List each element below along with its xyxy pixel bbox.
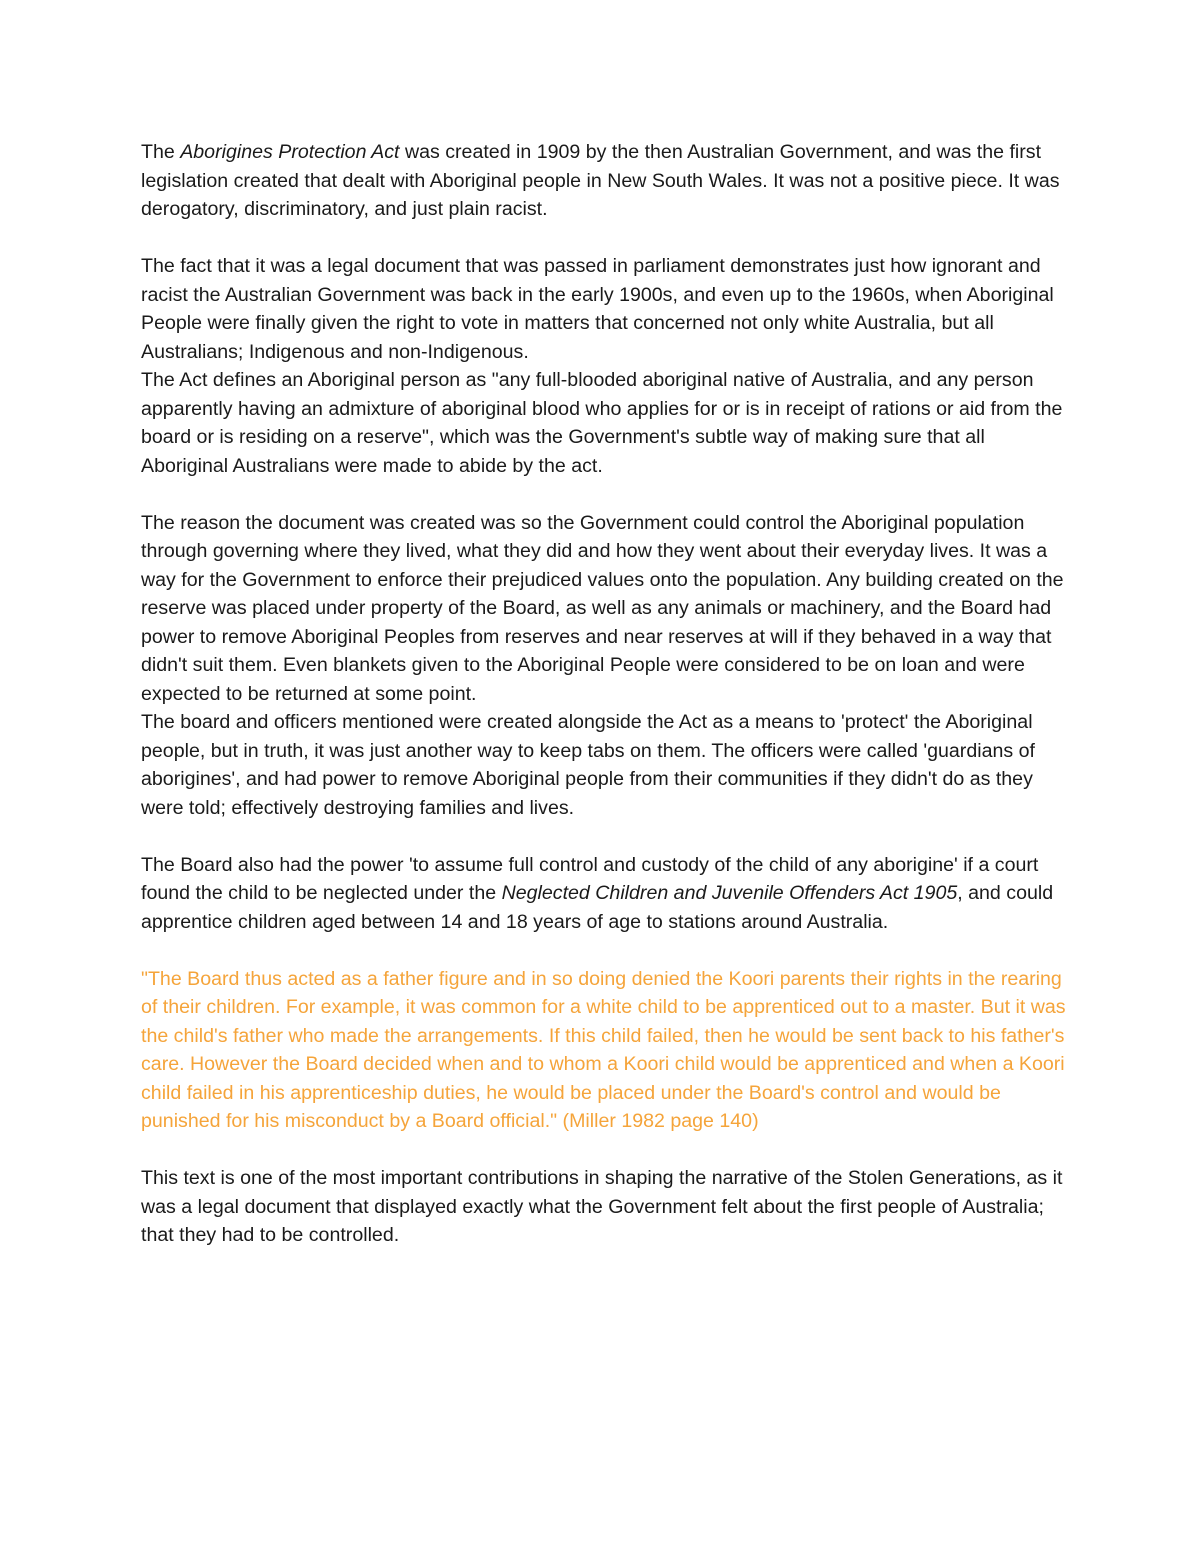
paragraph-intro-lead: The xyxy=(141,141,181,163)
paragraph-gap xyxy=(141,224,1066,253)
neglected-children-act-title: Neglected Children and Juvenile Offenders Act 1905 xyxy=(501,882,958,904)
document-body xyxy=(141,138,1066,1250)
paragraph-intro xyxy=(141,138,1066,224)
paragraph-gap xyxy=(141,1136,1066,1165)
paragraph-reason: The reason the document was created was so the Government could control the Aboriginal population through governing where they lived, what they did and how they went about their everyday lives. It was a way for the Government to enforce their prejudiced values onto the population. Any building created on the reserve was placed under property of the Board, as well as any animals or machinery, and the Board had power to remove Aboriginal Peoples from reserves and near reserves at will if they behaved in a way that didn't suit them. Even blankets given to the Aboriginal People were considered to be on loan and were expected to be returned at some point. xyxy=(141,511,1064,705)
paragraph-definition: The Act defines an Aboriginal person as "any full-blooded aboriginal native of Australia, and any person apparently having an admixture of aboriginal blood who applies for or is in receipt of rations or aid from the board or is residing on a reserve", which was the Government's subtle way of making sure that all Aboriginal Australians were made to abide by the act. xyxy=(141,369,1063,477)
paragraph-gap xyxy=(141,480,1066,509)
paragraph-board-power-rest: , and could apprentice children aged between 14 and 18 years of age to stations around Australia. xyxy=(141,882,1054,933)
paragraph-intro-rest: was created in 1909 by the then Australian Government, and was the first legislation created that dealt with Aboriginal people in New South Wales. It was not a positive piece. It was derogatory, discriminatory, and just plain racist. xyxy=(141,141,1060,220)
paragraph-board-power-lead: The Board also had the power 'to assume full control and custody of the child of any aborigine' if a court found the child to be neglected under the xyxy=(141,853,1039,904)
paragraph-board-power xyxy=(141,851,1066,937)
paragraph-board-officers: The board and officers mentioned were created alongside the Act as a means to 'protect' the Aboriginal people, but in truth, it was just another way to keep tabs on them. The officers were called 'guardians of aborigines', and had power to remove Aboriginal people from their communities if they didn't do as they were told; effectively destroying families and lives. xyxy=(141,711,1035,819)
paragraph-legal-document: The fact that it was a legal document that was passed in parliament demonstrates just how ignorant and racist the Australian Government was back in the early 1900s, and even up to the 1960s, when Aboriginal People were finally given the right to vote in matters that concerned not only white Australia, but all Australians; Indigenous and non-Indigenous. xyxy=(141,255,1054,363)
act-title: Aborigines Protection Act xyxy=(180,141,400,163)
paragraph-gap xyxy=(141,936,1066,965)
paragraph-gap xyxy=(141,822,1066,851)
paragraph-conclusion: This text is one of the most important contributions in shaping the narrative of the Stolen Generations, as it was a legal document that displayed exactly what the Government felt about the first people of Australia; that they had to be controlled. xyxy=(141,1167,1063,1246)
quotation-miller: "The Board thus acted as a father figure and in so doing denied the Koori parents their rights in the rearing of their children. For example, it was common for a white child to be apprenticed out to a master. But it was the child's father who made the arrangements. If this child failed, then he would be sent back to his father's care. However the Board decided when and to whom a Koori child would be apprenticed and when a Koori child failed in his apprenticeship duties, he would be placed under the Board's control and would be punished for his misconduct by a Board official." (Miller 1982 page 140) xyxy=(141,967,1066,1132)
